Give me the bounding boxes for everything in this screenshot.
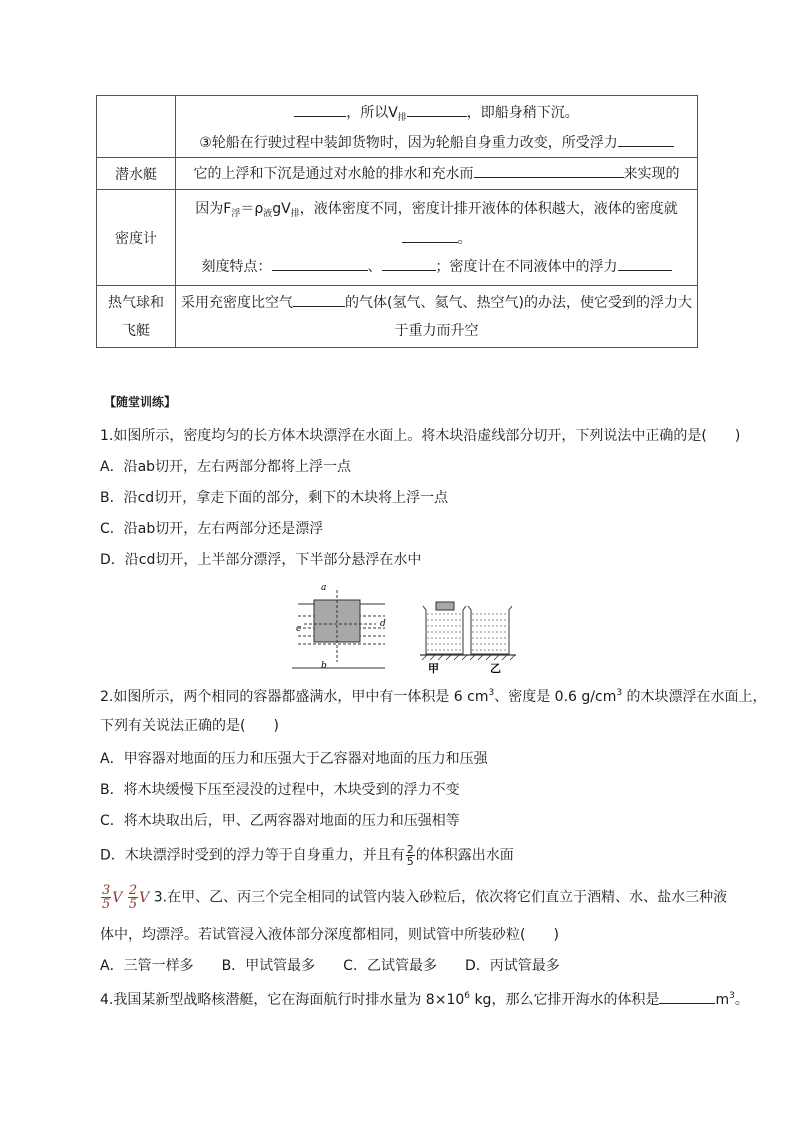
blank[interactable] — [402, 228, 458, 243]
blank[interactable] — [382, 256, 436, 271]
q2-stem-line2: 下列有关说法正确的是( ) — [100, 718, 279, 734]
q1-option-d[interactable]: D．沿cd切开，上半部分漂浮，下半部分悬浮在水中 — [100, 552, 422, 568]
blank[interactable] — [618, 256, 672, 271]
label-c: c — [296, 624, 302, 634]
row-label-hydrometer: 密度计 — [97, 190, 176, 286]
blank[interactable] — [659, 989, 715, 1004]
blank[interactable] — [407, 102, 467, 117]
table-cell-ship: ，所以$V_排$ ，即船身稍下沉。 ③轮船在行驶过程中装卸货物时，因为轮船自身重力改变，所受浮力 — [176, 96, 698, 158]
q3-stem-line2: 体中，均漂浮。若试管浸入液体部分深度都相同，则试管中所装砂粒( ) — [100, 927, 559, 943]
q1-option-b[interactable]: B．沿cd切开，拿走下面的部分，剩下的木块将上浮一点 — [100, 490, 449, 506]
two-containers-diagram — [420, 602, 516, 675]
q2-option-d[interactable]: D．木块漂浮时受到的浮力等于自身重力，并且有 $\frac{2}{5}$ 的体积露出水面 — [100, 843, 514, 868]
q1-stem: 1.如图所示，密度均匀的长方体木块漂浮在水面上。将木块沿虚线部分切开，下列说法中正确的是( ) — [100, 428, 741, 444]
row-label-submarine: 潜水艇 — [97, 158, 176, 190]
blank[interactable] — [272, 256, 368, 271]
q2-option-a[interactable]: A．甲容器对地面的压力和压强大于乙容器对地面的压力和压强 — [100, 751, 488, 767]
q1-option-c[interactable]: C．沿ab切开，左右两部分还是漂浮 — [100, 521, 324, 537]
knowledge-table — [96, 95, 698, 348]
fraction-2-5-v: $\frac{2}{5}$ V — [128, 883, 150, 912]
blank[interactable] — [294, 102, 346, 117]
label-d: d — [380, 619, 386, 629]
label-yi: 乙 — [490, 662, 501, 675]
q3-stem-line1: $\frac{3}{5}$ V $\frac{2}{5}$ V 3.在甲、乙、丙三个完全相同的试管内装入砂粒后，依次将它们直立于酒精、水、盐水三种液 — [102, 883, 728, 912]
q1-option-a[interactable]: A．沿ab切开，左右两部分都将上浮一点 — [100, 459, 352, 475]
table-cell-empty — [97, 96, 176, 158]
question-figure — [290, 580, 520, 676]
label-jia: 甲 — [428, 662, 439, 675]
table-cell-hydrometer: 因为$F_浮=\rho_液gV_排$，液体密度不同，密度计排开液体的体积越大，液体的密度就 。 刻度特点： 、 ；密度计在不同液体中的浮力 — [176, 190, 698, 286]
fraction-3-5-v: $\frac{3}{5}$ V — [102, 883, 123, 912]
blank[interactable] — [293, 292, 345, 307]
q4-stem: 4.我国某新型战略核潜艇，它在海面航行时排水量为 $8\times 10^6$ kg，那么它排开海水的体积是 $m^3$。 — [100, 991, 749, 1008]
section-title: 【随堂训练】 — [104, 395, 177, 409]
q2-option-b[interactable]: B．将木块缓慢下压至浸没的过程中，木块受到的浮力不变 — [100, 782, 460, 798]
blank[interactable] — [618, 132, 674, 147]
q2-stem-line1: 2.如图所示，两个相同的容器都盛满水，甲中有一体积是 6 $cm^3$、密度是 0.6 $g/cm^3$ 的木块漂浮在水面上， — [100, 688, 767, 705]
floating-block-diagram — [292, 583, 386, 671]
q3-options[interactable]: A．三管一样多 B．甲试管最多 C．乙试管最多 D．丙试管最多 — [100, 958, 560, 974]
table-cell-balloon: 采用充密度比空气 的气体(氢气、氦气、热空气)的办法，使它受到的浮力大 于重力而升空 — [176, 286, 698, 348]
label-a: a — [321, 583, 327, 593]
label-b: b — [321, 661, 327, 671]
q2-option-c[interactable]: C．将木块取出后，甲、乙两容器对地面的压力和压强相等 — [100, 813, 460, 829]
fraction: $\frac{2}{5}$ — [406, 843, 414, 868]
table-cell-submarine: 它的上浮和下沉是通过对水舱的排水和充水而 来实现的 — [176, 158, 698, 190]
wood-block-small — [436, 602, 454, 610]
row-label-balloon: 热气球和 飞艇 — [97, 286, 176, 348]
blank[interactable] — [474, 163, 624, 178]
